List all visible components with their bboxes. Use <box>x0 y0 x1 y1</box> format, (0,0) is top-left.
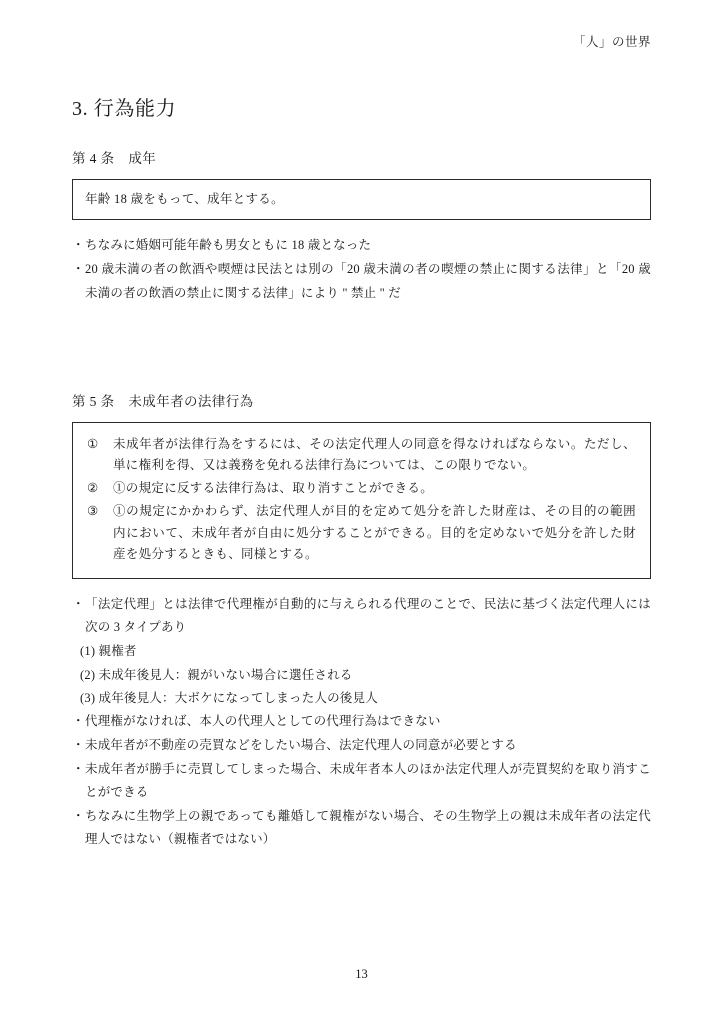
law-clause <box>87 478 636 499</box>
bullet-icon: ・ <box>72 809 85 824</box>
article-4-heading: 第 4 条 成年 <box>72 151 157 166</box>
note-item <box>72 710 651 733</box>
note-text: 未成年者が不動産の売買などをしたい場合、法定代理人の同意が必要とする <box>85 737 517 752</box>
clause-text: ①の規定に反する法律行為は、取り消すことができる。 <box>113 481 434 496</box>
article-4-notes <box>72 234 651 304</box>
note-text: 「法定代理」とは法律で代理権が自動的に与えられる代理のことで、民法に基づく法定代理人には次の 3 タイプあり <box>85 597 651 635</box>
running-head: 「人」の世界 <box>572 35 651 49</box>
bullet-icon: ・ <box>72 238 85 253</box>
clause-text: ①の規定にかかわらず、法定代理人が目的を定めて処分を許した財産は、その目的の範囲内において、未成年者が自由に処分することができる。目的を定めないで処分を許した財産を処分するときも、同様とする。 <box>113 504 636 561</box>
list-item: (3) 成年後見人：大ボケになってしまった人の後見人 <box>80 690 378 705</box>
clause-number: ① <box>87 436 99 451</box>
article-5-notes <box>72 593 651 851</box>
note-item <box>72 258 651 304</box>
clause-number: ③ <box>87 504 99 519</box>
article-5-heading: 第 5 条 未成年者の法律行為 <box>72 393 254 409</box>
law-clause <box>87 501 636 565</box>
page-number: 13 <box>355 967 368 981</box>
article-5-law-box <box>72 422 651 580</box>
note-text: 20 歳未満の者の飲酒や喫煙は民法とは別の「20 歳未満の者の喫煙の禁止に関する法律」と「20 歳未満の者の飲酒の禁止に関する法律」により " 禁止 " だ <box>85 262 651 300</box>
bullet-icon: ・ <box>72 597 85 612</box>
note-text: 未成年者が勝手に売買してしまった場合、未成年者本人のほか法定代理人が売買契約を取り消すことができる <box>85 762 651 800</box>
clause-text: 未成年者が法律行為をするには、その法定代理人の同意を得なければならない。ただし、単に権利を得、又は義務を免れる法律行為については、この限りでない。 <box>113 436 636 472</box>
bullet-icon: ・ <box>72 762 85 776</box>
article-4-law-text: 年齢 18 歳をもって、成年とする。 <box>85 192 284 206</box>
note-text: ちなみに婚姻可能年齢も男女ともに 18 歳となった <box>85 238 372 253</box>
article-4-law-box <box>72 179 651 220</box>
note-item <box>72 234 651 257</box>
law-clause <box>87 434 636 477</box>
bullet-icon: ・ <box>72 737 85 752</box>
legal-representative-types-list <box>72 640 651 709</box>
clause-number: ② <box>87 481 99 496</box>
bullet-icon: ・ <box>72 262 85 277</box>
list-item: (2) 未成年後見人：親がいない場合に選任される <box>80 667 353 682</box>
note-item <box>72 758 651 804</box>
note-text: 代理権がなければ、本人の代理人としての代理行為はできない <box>85 713 441 728</box>
list-item: (1) 親権者 <box>80 644 137 659</box>
section-spacer <box>72 306 651 362</box>
note-item <box>72 593 651 639</box>
bullet-icon: ・ <box>72 713 85 728</box>
note-item <box>72 805 651 851</box>
chapter-title: 3. 行為能力 <box>72 98 177 120</box>
note-text: ちなみに生物学上の親であっても離婚して親権がない場合、その生物学上の親は未成年者の法定代理人ではない（親権者ではない） <box>85 809 651 847</box>
note-item <box>72 734 651 757</box>
